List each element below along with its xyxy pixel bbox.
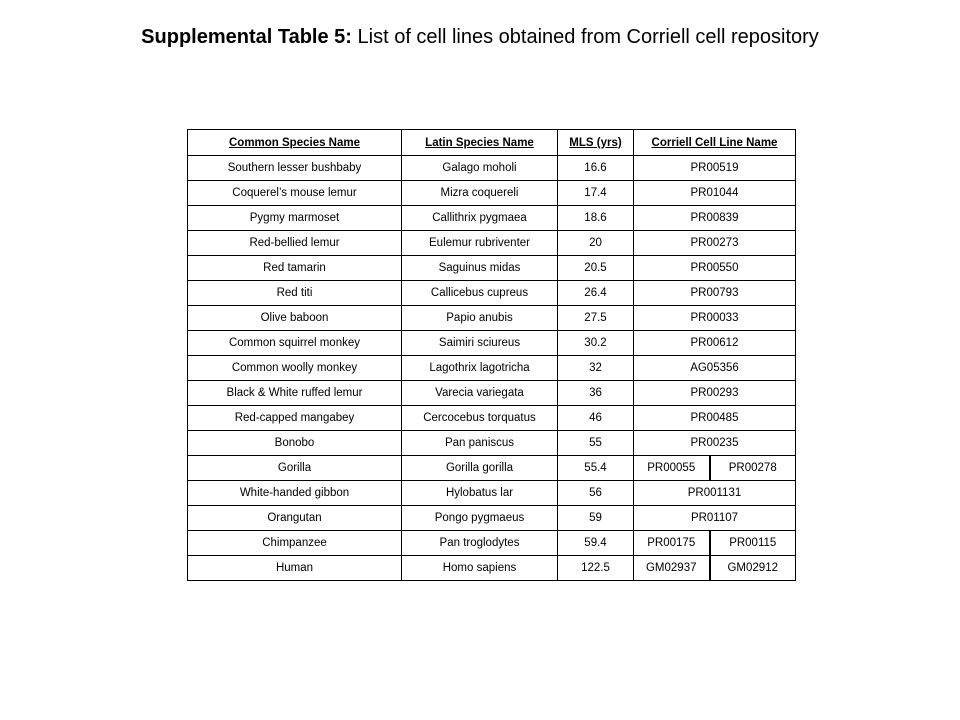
mls-cell: 17.4 — [558, 181, 634, 206]
header-corriell-cell-line-name: Corriell Cell Line Name — [634, 130, 796, 156]
cell-line-name-cell: PR001131 — [634, 481, 796, 506]
mls-cell: 18.6 — [558, 206, 634, 231]
mls-cell: 55 — [558, 431, 634, 456]
common-species-name-cell: Red-capped mangabey — [188, 406, 402, 431]
latin-species-name-cell: Homo sapiens — [402, 556, 558, 581]
mls-cell: 16.6 — [558, 156, 634, 181]
cell-line-name-cell: PR00278 — [710, 456, 796, 481]
latin-species-name-cell: Lagothrix lagotricha — [402, 356, 558, 381]
cell-line-name-cell: PR00612 — [634, 331, 796, 356]
table-body — [188, 156, 796, 581]
cell-line-name-cell: PR00273 — [634, 231, 796, 256]
table-row — [188, 481, 796, 506]
cell-line-name-cell: PR00550 — [634, 256, 796, 281]
table-row — [188, 406, 796, 431]
mls-cell: 59.4 — [558, 531, 634, 556]
table-row — [188, 181, 796, 206]
latin-species-name-cell: Mizra coquereli — [402, 181, 558, 206]
cell-line-name-cell: GM02937 — [634, 556, 710, 581]
common-species-name-cell: Gorilla — [188, 456, 402, 481]
cell-line-name-cell: PR00519 — [634, 156, 796, 181]
table-row — [188, 456, 796, 481]
table-row — [188, 531, 796, 556]
common-species-name-cell: Red titi — [188, 281, 402, 306]
common-species-name-cell: Pygmy marmoset — [188, 206, 402, 231]
latin-species-name-cell: Galago moholi — [402, 156, 558, 181]
common-species-name-cell: Red-bellied lemur — [188, 231, 402, 256]
mls-cell: 36 — [558, 381, 634, 406]
latin-species-name-cell: Papio anubis — [402, 306, 558, 331]
mls-cell: 20.5 — [558, 256, 634, 281]
latin-species-name-cell: Pongo pygmaeus — [402, 506, 558, 531]
table-row — [188, 206, 796, 231]
cell-line-name-cell: PR00235 — [634, 431, 796, 456]
common-species-name-cell: Olive baboon — [188, 306, 402, 331]
header-latin-species-name: Latin Species Name — [402, 130, 558, 156]
cell-line-name-cell: GM02912 — [710, 556, 796, 581]
cell-line-name-cell: PR00033 — [634, 306, 796, 331]
latin-species-name-cell: Varecia variegata — [402, 381, 558, 406]
cell-line-name-cell: PR00055 — [634, 456, 710, 481]
common-species-name-cell: Orangutan — [188, 506, 402, 531]
table-header-row — [188, 130, 796, 156]
cell-line-name-cell: AG05356 — [634, 356, 796, 381]
table-row — [188, 381, 796, 406]
common-species-name-cell: Chimpanzee — [188, 531, 402, 556]
mls-cell: 122.5 — [558, 556, 634, 581]
table-row — [188, 256, 796, 281]
common-species-name-cell: White-handed gibbon — [188, 481, 402, 506]
cell-line-name-cell: PR00293 — [634, 381, 796, 406]
cell-line-name-cell: PR00839 — [634, 206, 796, 231]
common-species-name-cell: Bonobo — [188, 431, 402, 456]
latin-species-name-cell: Saimiri sciureus — [402, 331, 558, 356]
mls-cell: 20 — [558, 231, 634, 256]
cell-lines-table — [187, 129, 796, 581]
common-species-name-cell: Human — [188, 556, 402, 581]
mls-cell: 32 — [558, 356, 634, 381]
table-row — [188, 356, 796, 381]
latin-species-name-cell: Saguinus midas — [402, 256, 558, 281]
latin-species-name-cell: Callithrix pygmaea — [402, 206, 558, 231]
latin-species-name-cell: Pan troglodytes — [402, 531, 558, 556]
latin-species-name-cell: Callicebus cupreus — [402, 281, 558, 306]
cell-line-name-cell: PR01044 — [634, 181, 796, 206]
mls-cell: 27.5 — [558, 306, 634, 331]
mls-cell: 26.4 — [558, 281, 634, 306]
cell-line-name-cell: PR00175 — [634, 531, 710, 556]
common-species-name-cell: Southern lesser bushbaby — [188, 156, 402, 181]
table-row — [188, 431, 796, 456]
latin-species-name-cell: Gorilla gorilla — [402, 456, 558, 481]
common-species-name-cell: Coquerel’s mouse lemur — [188, 181, 402, 206]
table-row — [188, 156, 796, 181]
cell-line-name-cell: PR00115 — [710, 531, 796, 556]
mls-cell: 46 — [558, 406, 634, 431]
table-row — [188, 506, 796, 531]
table-row — [188, 331, 796, 356]
table-row — [188, 281, 796, 306]
latin-species-name-cell: Cercocebus torquatus — [402, 406, 558, 431]
title-rest: List of cell lines obtained from Corriell cell repository — [351, 26, 819, 48]
mls-cell: 59 — [558, 506, 634, 531]
header-common-species-name: Common Species Name — [188, 130, 402, 156]
common-species-name-cell: Black & White ruffed lemur — [188, 381, 402, 406]
common-species-name-cell: Common woolly monkey — [188, 356, 402, 381]
mls-cell: 56 — [558, 481, 634, 506]
table-row — [188, 556, 796, 581]
header-mls: MLS (yrs) — [558, 130, 634, 156]
table-row — [188, 231, 796, 256]
latin-species-name-cell: Eulemur rubriventer — [402, 231, 558, 256]
common-species-name-cell: Red tamarin — [188, 256, 402, 281]
page-title — [0, 26, 960, 49]
mls-cell: 55.4 — [558, 456, 634, 481]
latin-species-name-cell: Hylobatus lar — [402, 481, 558, 506]
cell-line-name-cell: PR01107 — [634, 506, 796, 531]
title-lead: Supplemental Table 5: — [141, 26, 352, 48]
table-row — [188, 306, 796, 331]
common-species-name-cell: Common squirrel monkey — [188, 331, 402, 356]
cell-line-name-cell: PR00793 — [634, 281, 796, 306]
mls-cell: 30.2 — [558, 331, 634, 356]
latin-species-name-cell: Pan paniscus — [402, 431, 558, 456]
cell-line-name-cell: PR00485 — [634, 406, 796, 431]
